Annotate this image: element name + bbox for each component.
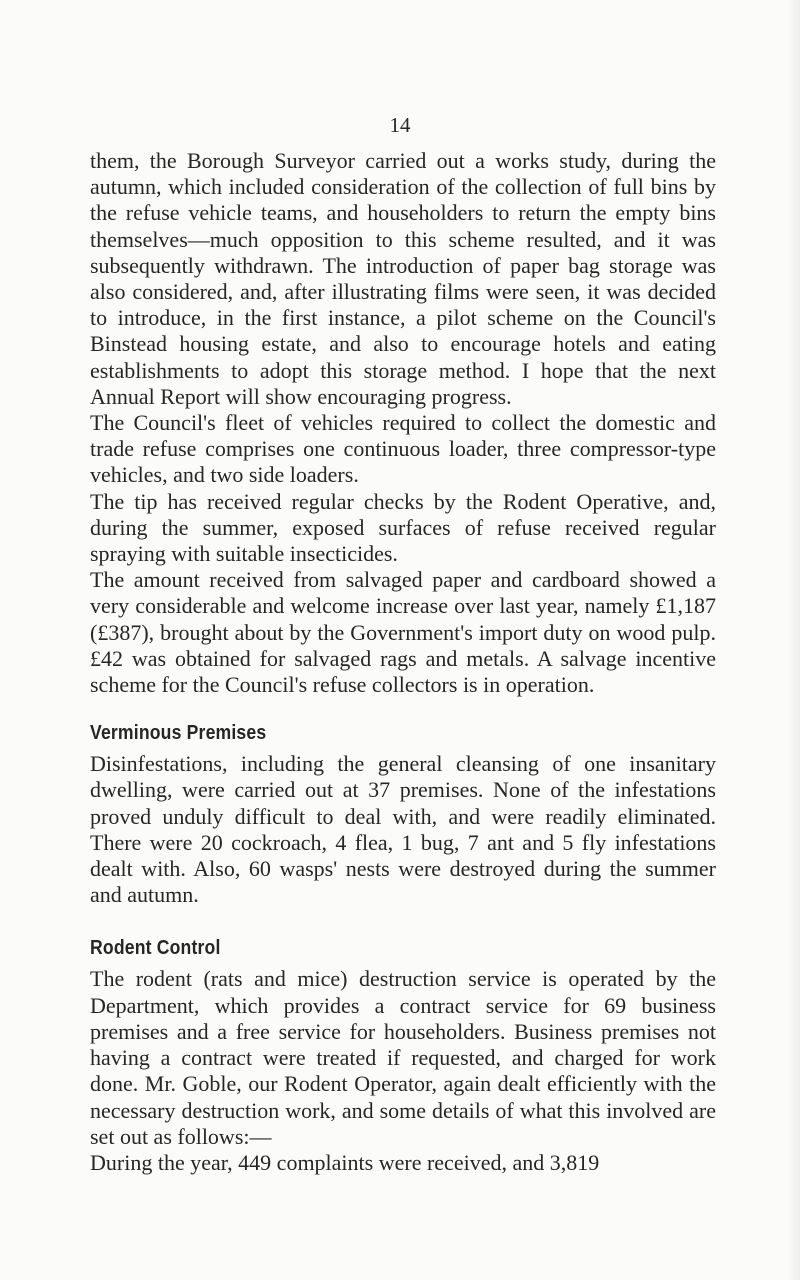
paragraph: The rodent (rats and mice) destruction service is operated by the Department, which provides a contract service for 69 business premises and a free service for householders. Business premises not having a contract were treated if requested, and charged for work done. Mr. Goble, our Rodent Operator, again dealt efficiently with the necessary destruction work, and some details of what this involved are set out as follows:—	[90, 966, 716, 1149]
page-number: 14	[389, 113, 411, 137]
document-body	[90, 148, 716, 1176]
paragraph: During the year, 449 complaints were received, and 3,819	[90, 1149, 600, 1175]
section-heading-verminous-premises: Verminous Premises	[90, 722, 267, 745]
paragraph: The amount received from salvaged paper and cardboard showed a very considerable and welcome increase over last year, namely £1,187 (£387), brought about by the Government's import duty on wood pulp. £42 was obtained for salvaged rags and metals. A salvage incentive scheme for the Council's refuse collectors is in operation.	[90, 567, 716, 698]
paragraph: Disinfestations, including the general cleansing of one insanitary dwelling, were carried out at 37 premises. None of the infestations proved unduly difficult to deal with, and were readily eliminated. There were 20 cockroach, 4 flea, 1 bug, 7 ant and 5 fly infestations dealt with. Also, 60 wasps' nests were destroyed during the summer and autumn.	[90, 751, 716, 908]
page-edge-shadow	[788, 0, 800, 1280]
paragraph: them, the Borough Surveyor carried out a works study, during the autumn, which included consideration of the collection of full bins by the refuse vehicle teams, and householders to return the empty bins themselves—much opposition to this scheme resulted, and it was subsequently withdrawn. The introduction of paper bag storage was also considered, and, after illustrating films were seen, it was decided to introduce, in the first instance, a pilot scheme on the Council's Binstead housing estate, and also to encourage hotels and eating establishments to adopt this storage method. I hope that the next Annual Report will show encouraging progress.	[90, 148, 716, 409]
paragraph: The tip has received regular checks by the Rodent Operative, and, during the summer, exposed surfaces of refuse received regular spraying with suitable insecticides.	[90, 488, 716, 567]
section-heading-rodent-control: Rodent Control	[90, 937, 221, 960]
paragraph: The Council's fleet of vehicles required to collect the domestic and trade refuse comprises one continuous loader, three compressor-type vehicles, and two side loaders.	[90, 410, 716, 488]
